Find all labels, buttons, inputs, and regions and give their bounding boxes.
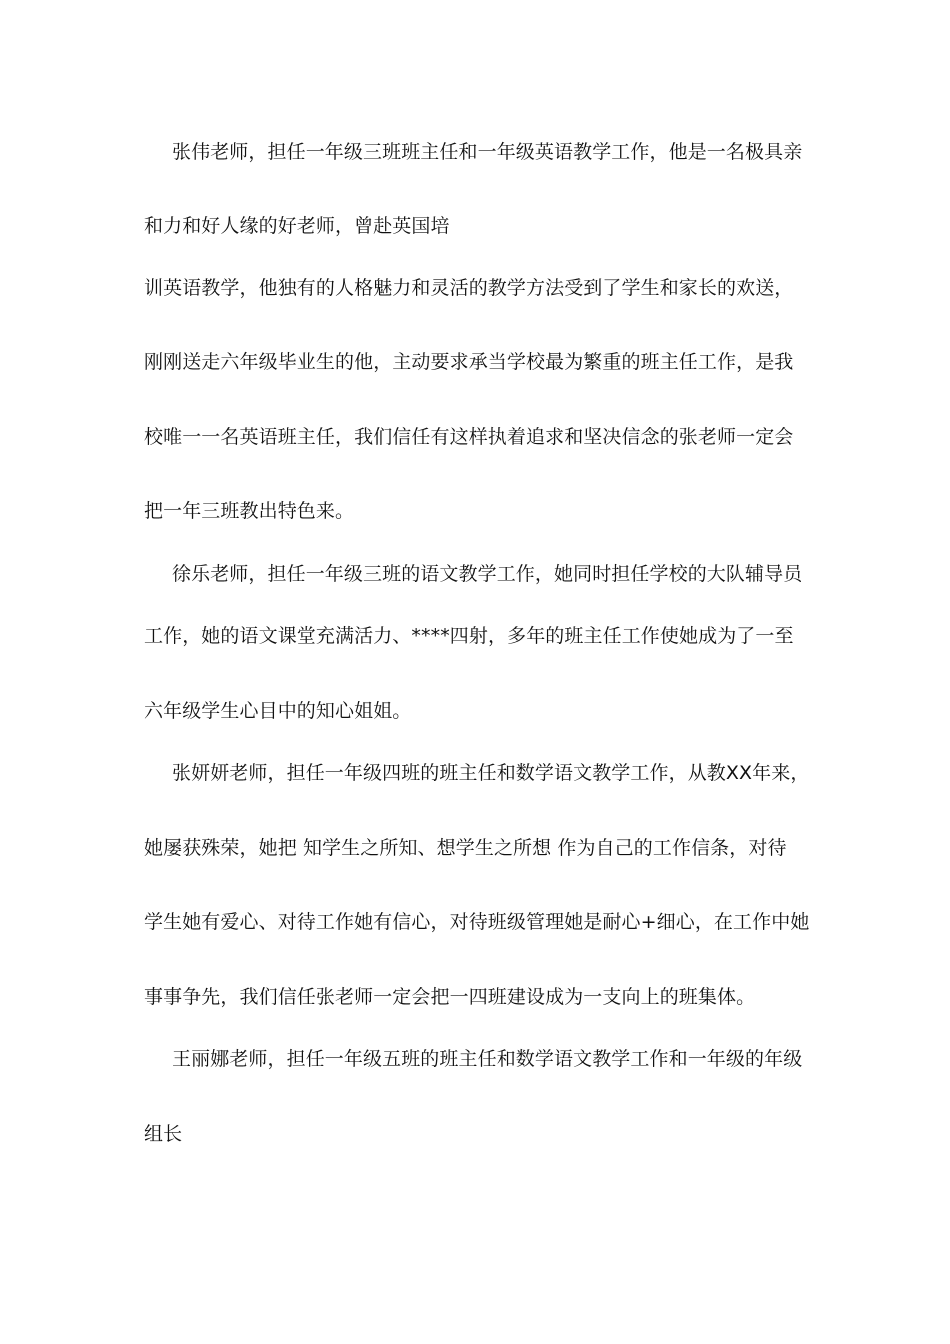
paragraph-zhangyanyan-line-3: 学生她有爱心、对待工作她有信心，对待班级管理她是耐心+细心，在工作中她 [144, 911, 810, 933]
paragraph-zhangwei-line-2: 和力和好人缘的好老师，曾赴英国培 [144, 215, 450, 237]
paragraph-zhangyanyan-line-1: 张妍妍老师，担任一年级四班的班主任和数学语文教学工作，从教XX年来， [172, 762, 810, 784]
paragraph-zhangwei-line-6: 把一年三班教出特色来。 [144, 500, 355, 522]
paragraph-zhangyanyan-line-2: 她屡获殊荣，她把 知学生之所知、想学生之所想 作为自己的工作信条，对待 [144, 837, 787, 859]
paragraph-zhangyanyan-line-4: 事事争先，我们信任张老师一定会把一四班建设成为一支向上的班集体。 [144, 986, 756, 1008]
paragraph-wanglina-line-2: 组长 [144, 1123, 183, 1145]
paragraph-zhangwei-line-1: 张伟老师，担任一年级三班班主任和一年级英语教学工作，他是一名极具亲 [172, 141, 803, 163]
paragraph-xule-line-1: 徐乐老师，担任一年级三班的语文教学工作，她同时担任学校的大队辅导员 [172, 563, 803, 585]
paragraph-zhangwei-line-3: 训英语教学，他独有的人格魅力和灵活的教学方法受到了学生和家长的欢送， [144, 277, 794, 299]
paragraph-xule-line-3: 六年级学生心目中的知心姐姐。 [144, 700, 412, 722]
paragraph-zhangwei-line-4: 刚刚送走六年级毕业生的他，主动要求承当学校最为繁重的班主任工作，是我 [144, 351, 794, 373]
paragraph-xule-line-2: 工作，她的语文课堂充满活力、****四射，多年的班主任工作使她成为了一至 [144, 625, 794, 647]
paragraph-wanglina-line-1: 王丽娜老师，担任一年级五班的班主任和数学语文教学工作和一年级的年级 [172, 1048, 803, 1070]
paragraph-zhangwei-line-5: 校唯一一名英语班主任，我们信任有这样执着追求和坚决信念的张老师一定会 [144, 426, 794, 448]
